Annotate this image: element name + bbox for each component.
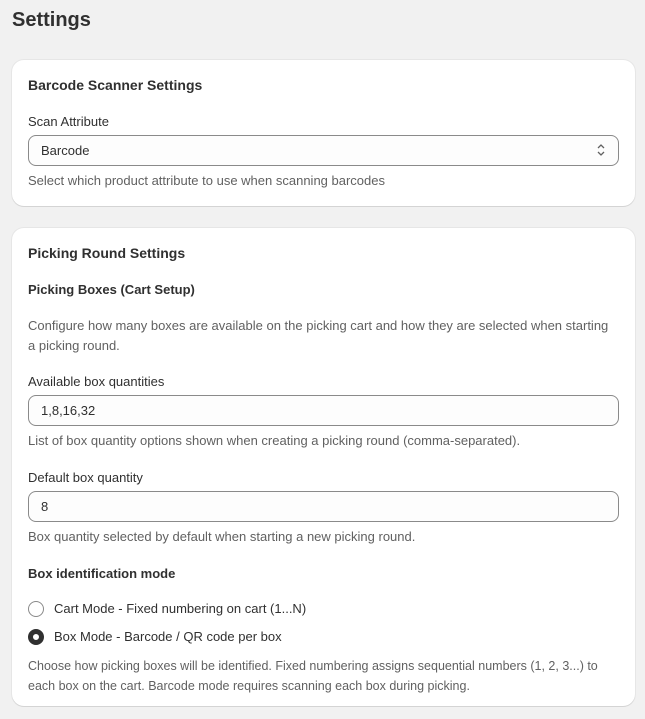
quantities-label: Available box quantities (28, 374, 165, 389)
default-qty-input[interactable]: 8 (28, 491, 619, 522)
select-chevron-icon (596, 142, 606, 158)
default-qty-label: Default box quantity (28, 470, 143, 485)
cart-mode-radio[interactable] (28, 601, 44, 617)
quantities-input[interactable]: 1,8,16,32 (28, 395, 619, 426)
quantities-help: List of box quantity options shown when creating a picking round (comma-separated). (28, 433, 521, 448)
picking-boxes-subheading: Picking Boxes (Cart Setup) (28, 282, 195, 297)
mode-label: Box identification mode (28, 566, 176, 581)
card-heading: Barcode Scanner Settings (28, 77, 203, 93)
picking-round-card (12, 228, 635, 706)
picking-boxes-description: Configure how many boxes are available on the picking cart and how they are selected when starting a picking round. (28, 318, 609, 353)
box-mode-label[interactable]: Box Mode - Barcode / QR code per box (54, 629, 282, 644)
scan-attribute-help: Select which product attribute to use when scanning barcodes (28, 173, 385, 188)
default-qty-help: Box quantity selected by default when starting a new picking round. (28, 529, 416, 544)
scan-attribute-label: Scan Attribute (28, 114, 109, 129)
box-mode-radio[interactable] (28, 629, 44, 645)
barcode-scanner-card (12, 60, 635, 206)
page-title: Settings (12, 9, 91, 31)
scan-attribute-select[interactable] (28, 135, 619, 166)
cart-mode-label[interactable]: Cart Mode - Fixed numbering on cart (1...N) (54, 601, 307, 616)
card-heading: Picking Round Settings (28, 245, 186, 261)
mode-help: Choose how picking boxes will be identified. Fixed numbering assigns sequential numbers (1, 2, 3...) to each box on the cart. Barcode mode requires scanning each box during picking. (28, 659, 598, 693)
scan-attribute-value: Barcode (41, 143, 90, 158)
